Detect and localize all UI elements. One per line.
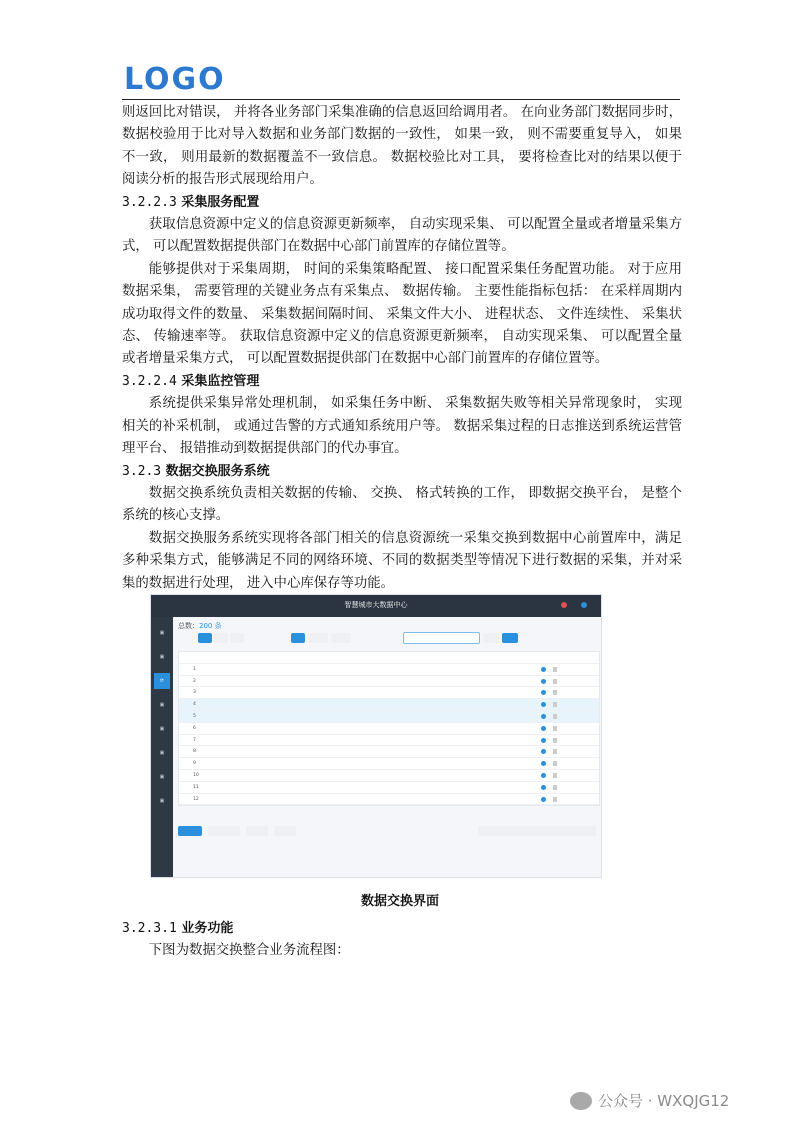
nav-item-active: ⟳ xyxy=(154,673,170,689)
filter-button xyxy=(291,633,305,643)
data-table xyxy=(178,651,600,806)
paragraph: 则返回比对错误， 并将各业务部门采集准确的信息返回给调用者。 在向业务部门数据同步时， 数据校验用于比对导入数据和业务部门数据的一致性， 如果一致， 则不需要重复导入， 如果不一致， 则用最新的数据覆盖不一致信息。 数据校验比对工具， 要将检查比对的结果以便于阅读分析的报告形式展现给用户。 xyxy=(122,105,682,188)
section-heading: 3.2.2.4 采集监控管理 xyxy=(122,373,260,389)
body-text xyxy=(122,102,682,595)
import-button xyxy=(246,826,268,836)
table-row: 6 xyxy=(179,723,599,735)
paragraph: 数据交换系统负责相关数据的传输、 交换、 格式转换的工作， 即数据交换平台， 是整个系统的核心支撑。 xyxy=(122,485,682,524)
table-row: 7 xyxy=(179,735,599,747)
table-row: 10 xyxy=(179,770,599,782)
table-row: 5 xyxy=(179,711,599,723)
paragraph: 获取信息资源中定义的信息资源更新频率， 自动实现采集、 可以配置全量或者增量采集方式， 可以配置数据提供部门在数据中心部门前置库的存储位置等。 xyxy=(122,217,682,255)
nav-item: ▣ xyxy=(159,726,165,732)
table-header xyxy=(179,652,599,664)
filter-button xyxy=(230,633,244,643)
section-heading: 3.2.3 数据交换服务系统 xyxy=(122,463,270,479)
paragraph: 数据交换服务系统实现将各部门相关的信息资源统一采集交换到数据中心前置库中，满足多种采集方式，能够满足不同的网络环境、不同的数据类型等情况下进行数据的采集，并对采集的数据进行处理， 进入中心库保存等功能。 xyxy=(122,530,682,591)
paragraph: 下图为数据交换整合业务流程图： xyxy=(148,943,350,959)
app-title: 智慧城市大数据中心 xyxy=(344,601,408,609)
table-row: 8 xyxy=(179,746,599,758)
pagination xyxy=(478,826,596,836)
search-button xyxy=(502,633,518,643)
section-heading: 3.2.3.1 业务功能 xyxy=(122,921,234,936)
filter-button xyxy=(331,633,351,643)
body-text-2 xyxy=(122,918,682,963)
nav-item: ▣ xyxy=(159,798,165,804)
batch-button xyxy=(208,826,240,836)
app-main xyxy=(178,621,598,802)
table-row: 12 xyxy=(179,794,599,806)
filter-button xyxy=(214,633,228,643)
wechat-icon xyxy=(570,1092,592,1110)
data-exchange-screenshot xyxy=(150,594,602,878)
header-rule xyxy=(122,99,680,100)
watermark xyxy=(570,1090,729,1111)
user-icon xyxy=(581,602,587,608)
table-row: 9 xyxy=(179,758,599,770)
record-count: 总数：200 条 xyxy=(178,622,222,630)
filter-button xyxy=(198,633,212,643)
paragraph: 能够提供对于采集周期， 时间的采集策略配置、 接口配置采集任务配置功能。 对于应用数据采集， 需要管理的关键业务点有采集点、 数据传输。 主要性能指标包括： 在采样周期内成功取得文件的数量、 采集数据间隔时间、 采集文件大小、 进程状态、 文件连续性、 采集状态、 传输速率等。 获取信息资源中定义的信息资源更新频率， 自动实现采集、 可以配置全量或者增量采集方式， 可以配置数据提供部门在数据中心部门前置库的存储位置等。 xyxy=(122,261,682,367)
figure-caption: 数据交换界面 xyxy=(360,894,439,909)
bell-icon xyxy=(561,602,567,608)
table-row: 11 xyxy=(179,782,599,794)
logo: LOGO xyxy=(124,62,226,97)
nav-item: ▣ xyxy=(159,702,165,708)
nav-item: ▣ xyxy=(159,774,165,780)
nav-item: ▣ xyxy=(159,654,165,660)
filter-bar xyxy=(178,631,598,645)
table-row: 1 xyxy=(179,664,599,676)
nav-item: ▣ xyxy=(159,750,165,756)
export-button xyxy=(274,826,296,836)
table-row: 3 xyxy=(179,687,599,699)
table-row: 2 xyxy=(179,676,599,688)
paragraph: 系统提供采集异常处理机制， 如采集任务中断、 采集数据失败等相关异常现象时， 实现相关的补采机制， 或通过告警的方式通知系统用户等。 数据采集过程的日志推送到系统运营管理平台、 报错推动到数据提供部门的代办事宜。 xyxy=(122,396,682,457)
filter-button xyxy=(308,633,328,643)
table-footer xyxy=(178,826,598,838)
table-row: 4 xyxy=(179,699,599,711)
reset-button xyxy=(483,633,499,643)
nav-item: ▣ xyxy=(159,630,165,636)
section-heading: 3.2.2.3 采集服务配置 xyxy=(122,194,260,210)
app-topbar xyxy=(151,595,601,617)
app-sidebar xyxy=(151,617,173,877)
watermark-text: 公众号 · WXQJG12 xyxy=(598,1092,730,1110)
add-button xyxy=(178,826,202,836)
keyword-input xyxy=(403,632,480,644)
